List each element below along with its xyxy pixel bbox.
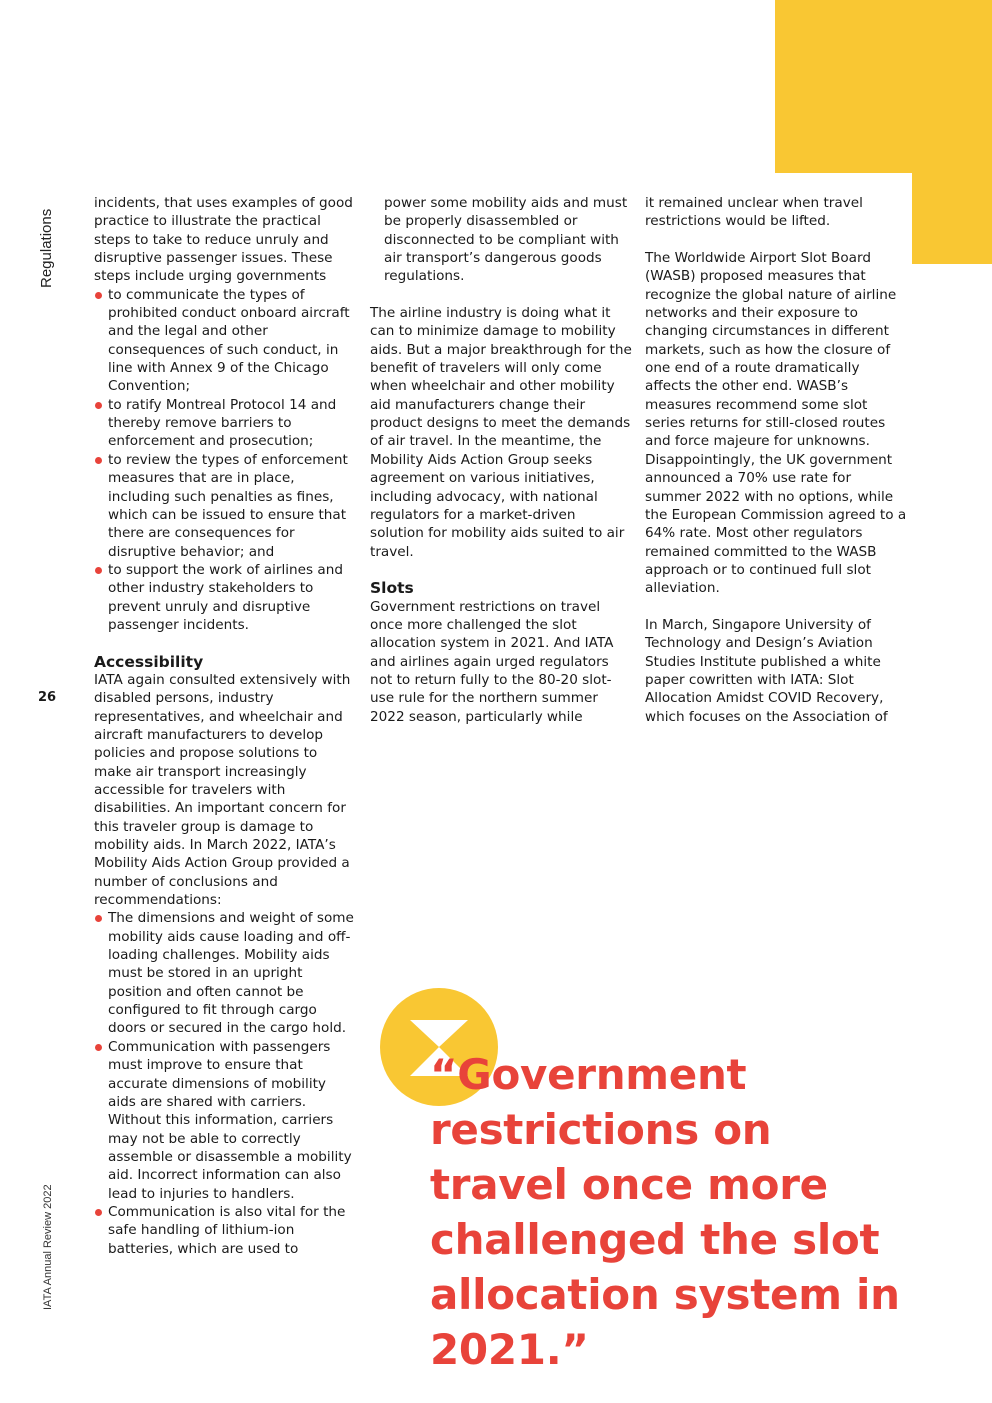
col3-paragraph-2: The Worldwide Airport Slot Board (WASB) proposed measures that recognize the global nature of airline networks and their exposure to changing circumstances in different markets, such as how the closure of one end of a route dramatically affects the other end. WASB’s measures recommend some slot series returns for still-closed routes and force majeure for unknowns. Disappointingly, the UK government announced a 70% use rate for summer 2022 with no options, while the European Commission agreed to a 64% rate. Most other regulators remained committed to the WASB approach or to continued full slot alleviation.	[645, 250, 907, 597]
slots-heading: Slots	[370, 579, 414, 598]
mobility-aids-list	[94, 909, 356, 1258]
list-item: to ratify Montreal Protocol 14 and thereby remove barriers to enforcement and prosecution;	[94, 396, 356, 451]
slots-body: Government restrictions on travel once more challenged the slot allocation system in 2021. And IATA and airlines again urged regulators not to return fully to the 80-20 slot-use rule for the northern summer 2022 season, particularly while	[370, 598, 614, 725]
list-item: to support the work of airlines and other industry stakeholders to prevent unruly and disruptive passenger incidents.	[94, 561, 356, 634]
accessibility-body: IATA again consulted extensively with disabled persons, industry representatives, and wheelchair and aircraft manufacturers to develop policies and propose solutions to make air transport increasingly accessible for travelers with disabilities. An important concern for this traveler group is damage to mobility aids. In March 2022, IATA’s Mobility Aids Action Group provided a number of conclusions and recommendations:	[94, 671, 351, 909]
col2-continuation: power some mobility aids and must be properly disassembled or disconnected to be compliant with air transport’s dangerous goods regulations.	[384, 195, 628, 285]
column-3	[645, 194, 907, 726]
list-item: The dimensions and weight of some mobility aids cause loading and off-loading challenges. Mobility aids must be stored in an upright position and often cannot be configured to fit through cargo doors or secured in the cargo hold.	[94, 909, 356, 1037]
section-label: Regulations	[38, 208, 55, 288]
list-item: to communicate the types of prohibited conduct onboard aircraft and the legal and other consequences of such conduct, in line with Annex 9 of the Chicago Convention;	[94, 286, 356, 396]
column-2	[370, 194, 632, 726]
accessibility-heading: Accessibility	[94, 652, 204, 671]
decorative-yellow-block-side	[912, 173, 992, 264]
list-item: Communication is also vital for the safe handling of lithium-ion batteries, which are used to	[94, 1203, 356, 1258]
list-item: Communication with passengers must improve to ensure that accurate dimensions of mobility aids are shared with carriers. Without this information, carriers may not be able to correctly assemble or disassemble a mobility aid. Incorrect information can also lead to injuries to handlers.	[94, 1038, 356, 1203]
publication-footer: IATA Annual Review 2022	[42, 1184, 54, 1310]
col3-paragraph-1: it remained unclear when travel restrictions would be lifted.	[645, 195, 863, 230]
col1-intro: incidents, that uses examples of good practice to illustrate the practical steps to take to reduce unruly and disruptive passenger issues. These steps include urging governments	[94, 195, 353, 285]
list-item: to review the types of enforcement measures that are in place, including such penalties as fines, which can be issued to ensure that there are consequences for disruptive behavior; and	[94, 451, 356, 561]
pull-quote: “Government restrictions on travel once more challenged the slot allocation system in 2021.”	[430, 1050, 900, 1374]
column-1	[94, 194, 356, 1258]
page-number: 26	[38, 690, 57, 705]
decorative-yellow-block-top	[775, 0, 992, 173]
col2-paragraph: The airline industry is doing what it can to minimize damage to mobility aids. But a major breakthrough for the benefit of travelers will only come when wheelchair and other mobility aid manufacturers change their product designs to meet the demands of air travel. In the meantime, the Mobility Aids Action Group seeks agreement on various initiatives, including advocacy, with national regulators for a market-driven solution for mobility aids suited to air travel.	[370, 305, 632, 560]
governments-steps-list	[94, 286, 356, 635]
col3-paragraph-3: In March, Singapore University of Technology and Design’s Aviation Studies Institute published a white paper cowritten with IATA: Slot Allocation Amidst COVID Recovery, which focuses on the Association of	[645, 616, 888, 725]
